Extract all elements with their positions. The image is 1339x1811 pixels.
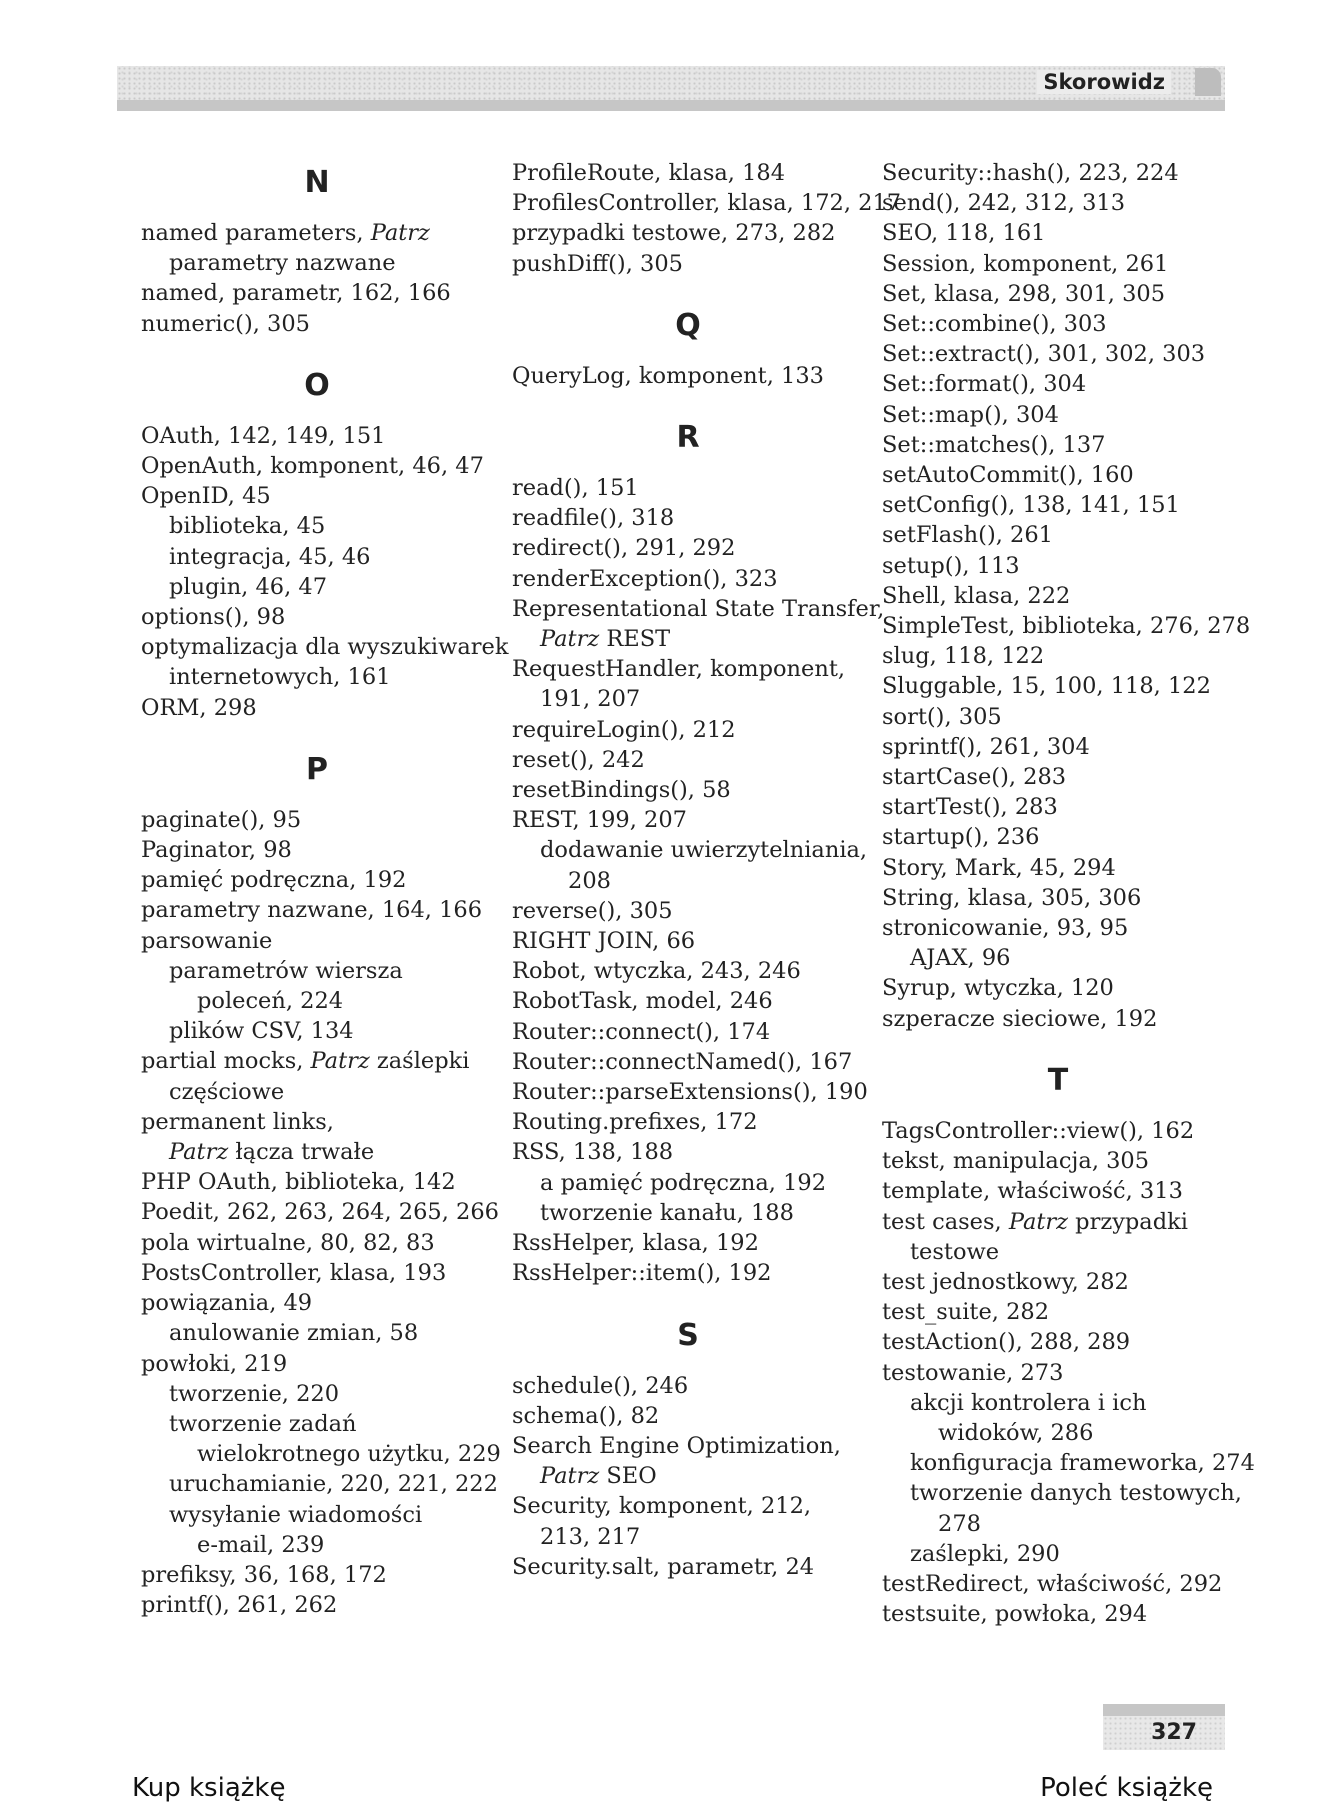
entry-text: readfile(), 318 [512, 505, 675, 532]
entry-text: zaślepki, 290 [910, 1540, 1060, 1567]
index-entry [141, 835, 493, 865]
entry-text: OAuth, 142, 149, 151 [141, 422, 386, 449]
entry-text: String, klasa, 305, 306 [882, 884, 1142, 911]
index-entry [512, 926, 864, 956]
entry-text: test_suite, 282 [882, 1299, 1050, 1326]
buy-book-link[interactable]: Kup książkę [132, 1773, 286, 1803]
index-entry [512, 1371, 864, 1401]
index-entry [141, 218, 493, 248]
entry-text: sprintf(), 261, 304 [882, 733, 1090, 760]
entry-text: prefiksy, 36, 168, 172 [141, 1561, 387, 1588]
see-target: przypadki [1068, 1208, 1188, 1235]
see-target: łącza trwałe [228, 1139, 375, 1166]
index-letter-heading: R [676, 420, 700, 456]
entry-text: Set::combine(), 303 [882, 311, 1107, 338]
index-entry [882, 460, 1234, 490]
index-entry [512, 1552, 864, 1582]
entry-text: e-mail, 239 [197, 1531, 325, 1558]
index-entry [512, 188, 902, 218]
entry-text: Search Engine Optimization, [512, 1432, 841, 1459]
index-subentry [882, 1418, 1234, 1448]
entry-text: powiązania, 49 [141, 1290, 313, 1317]
entry-text: a pamięć podręczna, 192 [540, 1169, 827, 1196]
index-entry [141, 602, 493, 632]
index-entry [141, 895, 493, 925]
index-entry [512, 1491, 864, 1521]
index-entry [882, 1358, 1234, 1388]
index-subentry [141, 542, 493, 572]
entry-text: tworzenie danych testowych, [910, 1480, 1242, 1507]
index-entry [512, 1401, 864, 1431]
entry-text: named, parametr, 162, 166 [141, 280, 451, 307]
index-entry [882, 400, 1234, 430]
entry-text: named parameters, [141, 220, 371, 246]
entry-text: wielokrotnego użytku, 229 [197, 1441, 501, 1468]
entry-text: optymalizacja dla wyszukiwarek [141, 634, 509, 661]
entry-text: sort(), 305 [882, 703, 1002, 730]
index-entry [141, 1197, 499, 1227]
index-entry [882, 581, 1234, 611]
index-subentry [141, 1016, 493, 1046]
see-reference: Patrz [540, 626, 600, 653]
index-entry [141, 865, 493, 895]
running-header [117, 66, 1225, 100]
entry-text: RssHelper, klasa, 192 [512, 1230, 759, 1257]
index-entry [512, 1137, 864, 1167]
index-entry [882, 430, 1234, 460]
entry-text: OpenID, 45 [141, 483, 271, 510]
entry-text: template, właściwość, 313 [882, 1178, 1183, 1205]
entry-text: Security.salt, parametr, 24 [512, 1553, 815, 1580]
entry-text: stronicowanie, 93, 95 [882, 915, 1129, 942]
index-subentry [512, 624, 864, 654]
entry-text: ORM, 298 [141, 694, 257, 721]
entry-text: Shell, klasa, 222 [882, 582, 1071, 609]
entry-text: Security, komponent, 212, [512, 1493, 812, 1520]
index-entry [512, 956, 864, 986]
index-entry [882, 883, 1234, 913]
entry-text: setConfig(), 138, 141, 151 [882, 492, 1180, 519]
index-subentry [512, 1198, 864, 1228]
index-subentry [141, 1530, 493, 1560]
index-subentry [141, 1439, 501, 1469]
entry-text: printf(), 261, 262 [141, 1592, 338, 1619]
see-reference: Patrz [169, 1139, 229, 1166]
entry-text: poleceń, 224 [197, 988, 344, 1015]
entry-text: Session, komponent, 261 [882, 250, 1169, 277]
index-entry [512, 594, 885, 624]
entry-text: parsowanie [141, 927, 273, 954]
index-entry [882, 551, 1234, 581]
index-entry [882, 822, 1234, 852]
entry-text: permanent links, [141, 1108, 334, 1135]
index-entry [512, 249, 864, 279]
index-entry [512, 1258, 864, 1288]
index-entry [512, 158, 864, 188]
index-entry [512, 1077, 868, 1107]
see-reference: Patrz [310, 1048, 370, 1075]
entry-text: send(), 242, 312, 313 [882, 190, 1126, 217]
index-entry [512, 361, 864, 391]
entry-text: test cases, [882, 1208, 1009, 1235]
index-entry [882, 671, 1234, 701]
index-entry [882, 641, 1234, 671]
index-entry [882, 249, 1234, 279]
entry-text: internetowych, 161 [169, 664, 391, 691]
index-entry [141, 309, 493, 339]
entry-text: Set::matches(), 137 [882, 431, 1106, 458]
index-letter-heading: O [304, 367, 330, 403]
entry-text: widoków, 286 [938, 1419, 1094, 1446]
index-entry [882, 1146, 1234, 1176]
page-number-box [1103, 1704, 1225, 1750]
index-entry [882, 1176, 1234, 1206]
entry-text: tworzenie, 220 [169, 1380, 340, 1407]
index-subentry [141, 956, 493, 986]
index-entry [512, 1047, 864, 1077]
entry-text: integracja, 45, 46 [169, 543, 371, 570]
index-subentry [512, 1168, 864, 1198]
entry-text: plugin, 46, 47 [169, 573, 328, 600]
index-subentry [882, 1448, 1255, 1478]
index-entry [882, 520, 1234, 550]
index-subentry [141, 248, 493, 278]
index-entry [141, 1228, 493, 1258]
index-subentry [141, 1469, 498, 1499]
entry-text: Router::connect(), 174 [512, 1018, 771, 1045]
entry-text: ProfileRoute, klasa, 184 [512, 160, 786, 186]
index-subentry [882, 1509, 1234, 1539]
index-entry [512, 654, 864, 684]
index-entry [141, 1590, 493, 1620]
index-entry [882, 611, 1251, 641]
header-tab-marker [1195, 68, 1221, 96]
entry-text: Paginator, 98 [141, 837, 292, 864]
entry-text: anulowanie zmian, 58 [169, 1320, 419, 1347]
entry-text: Poedit, 262, 263, 264, 265, 266 [141, 1199, 499, 1226]
index-entry [512, 1228, 864, 1258]
entry-text: 278 [938, 1510, 981, 1537]
entry-text: paginate(), 95 [141, 806, 302, 833]
index-entry [141, 1107, 493, 1137]
index-entry [882, 1004, 1234, 1034]
index-entry [882, 1297, 1234, 1327]
entry-text: testsuite, powłoka, 294 [882, 1601, 1148, 1628]
index-entry [882, 732, 1234, 762]
index-entry [141, 1349, 493, 1379]
entry-text: parametrów wiersza [169, 957, 403, 984]
index-entry [882, 369, 1234, 399]
entry-text: Routing.prefixes, 172 [512, 1109, 758, 1136]
index-subentry [512, 1522, 864, 1552]
entry-text: TagsController::view(), 162 [882, 1117, 1195, 1144]
entry-text: setup(), 113 [882, 552, 1020, 579]
entry-text: wysyłanie wiadomości [169, 1501, 423, 1528]
index-letter-heading: P [306, 751, 328, 787]
index-entry [512, 745, 864, 775]
entry-text: numeric(), 305 [141, 310, 310, 337]
index-subentry [141, 1077, 493, 1107]
index-letter-heading: Q [675, 307, 701, 343]
index-letter-heading: T [1047, 1062, 1069, 1098]
see-reference: Patrz [1008, 1208, 1069, 1235]
index-entry [882, 1207, 1234, 1237]
entry-text: 191, 207 [540, 686, 641, 713]
entry-text: renderException(), 323 [512, 565, 778, 592]
index-subentry [141, 511, 493, 541]
index-entry [882, 853, 1234, 883]
entry-text: testAction(), 288, 289 [882, 1329, 1131, 1356]
index-entry [882, 490, 1234, 520]
entry-text: testowanie, 273 [882, 1359, 1064, 1386]
index-entry [141, 451, 493, 481]
index-column-1 [141, 158, 509, 1620]
entry-text: Representational State Transfer, [512, 595, 885, 622]
index-subentry [141, 1500, 493, 1530]
see-reference: Patrz [370, 220, 430, 246]
see-target: SEO [599, 1463, 657, 1490]
entry-text: schema(), 82 [512, 1402, 660, 1429]
page-number: 327 [1103, 1716, 1225, 1750]
entry-text: PHP OAuth, biblioteka, 142 [141, 1169, 456, 1196]
index-subentry [141, 1137, 493, 1167]
entry-text: Story, Mark, 45, 294 [882, 854, 1116, 881]
entry-text: reset(), 242 [512, 746, 645, 773]
entry-text: RequestHandler, komponent, [512, 656, 846, 683]
index-subentry [512, 684, 864, 714]
index-column-3 [882, 158, 1255, 1629]
entry-text: slug, 118, 122 [882, 643, 1045, 670]
index-entry [512, 473, 864, 503]
entry-text: plików CSV, 134 [169, 1018, 354, 1045]
entry-text: tworzenie kanału, 188 [540, 1199, 794, 1226]
index-entry [141, 278, 493, 308]
index-subentry [141, 572, 493, 602]
index-entry [141, 1046, 493, 1076]
index-entry [512, 805, 864, 835]
index-entry [882, 792, 1234, 822]
entry-text: Router::parseExtensions(), 190 [512, 1079, 868, 1106]
entry-text: biblioteka, 45 [169, 513, 326, 540]
index-entry [512, 503, 864, 533]
entry-text: test jednostkowy, 282 [882, 1268, 1129, 1295]
entry-text: 213, 217 [540, 1523, 641, 1550]
index-entry [882, 158, 1234, 188]
header-title: Skorowidz [1037, 70, 1171, 94]
entry-text: testRedirect, właściwość, 292 [882, 1570, 1223, 1597]
index-entry [882, 1327, 1234, 1357]
index-entry [512, 218, 864, 248]
entry-text: setFlash(), 261 [882, 522, 1053, 549]
index-entry [141, 481, 493, 511]
entry-text: resetBindings(), 58 [512, 777, 731, 804]
index-column-2 [512, 158, 902, 1582]
index-subentry [882, 1237, 1234, 1267]
entry-text: powłoki, 219 [141, 1350, 288, 1377]
entry-text: read(), 151 [512, 475, 639, 502]
index-entry [882, 1116, 1234, 1146]
entry-text: parametry nazwane, 164, 166 [141, 897, 483, 924]
index-entry [882, 188, 1234, 218]
entry-text: szperacze sieciowe, 192 [882, 1005, 1158, 1032]
entry-text: parametry nazwane [169, 250, 396, 277]
index-entry [512, 715, 864, 745]
entry-text: OpenAuth, komponent, 46, 47 [141, 453, 484, 480]
entry-text: RssHelper::item(), 192 [512, 1260, 772, 1287]
index-entry [882, 1599, 1234, 1629]
index-entry [512, 1017, 864, 1047]
entry-text: akcji kontrolera i ich [910, 1389, 1147, 1416]
index-letter-heading: S [677, 1317, 699, 1353]
entry-text: przypadki testowe, 273, 282 [512, 220, 836, 247]
entry-text: 208 [568, 867, 611, 894]
index-subentry [512, 835, 868, 865]
index-entry [512, 564, 864, 594]
entry-text: schedule(), 246 [512, 1372, 689, 1399]
index-entry [512, 775, 864, 805]
entry-text: startTest(), 283 [882, 794, 1058, 821]
index-entry [882, 1267, 1234, 1297]
index-subentry [882, 1478, 1242, 1508]
index-entry [882, 973, 1234, 1003]
index-entry [882, 339, 1234, 369]
index-entry [512, 533, 864, 563]
see-reference: Patrz [540, 1463, 600, 1490]
index-entry [512, 1431, 864, 1461]
index-entry [882, 762, 1234, 792]
entry-text: requireLogin(), 212 [512, 716, 736, 743]
index-subentry [141, 986, 493, 1016]
entry-text: Set::extract(), 301, 302, 303 [882, 341, 1206, 368]
entry-text: uruchamianie, 220, 221, 222 [169, 1471, 498, 1498]
entry-text: częściowe [169, 1078, 285, 1105]
index-entry [141, 632, 509, 662]
entry-text: AJAX, 96 [910, 945, 1011, 972]
index-entry [141, 1288, 493, 1318]
see-target: zaślepki [369, 1048, 470, 1075]
index-entry [141, 693, 493, 723]
entry-text: startCase(), 283 [882, 764, 1067, 791]
entry-text: SEO, 118, 161 [882, 220, 1046, 247]
entry-text: Set, klasa, 298, 301, 305 [882, 280, 1166, 307]
entry-text: pamięć podręczna, 192 [141, 867, 407, 894]
entry-text: Set::map(), 304 [882, 401, 1059, 428]
index-subentry [882, 943, 1234, 973]
entry-text: partial mocks, [141, 1048, 311, 1075]
entry-text: Robot, wtyczka, 243, 246 [512, 958, 801, 985]
index-entry [882, 218, 1234, 248]
entry-text: options(), 98 [141, 604, 286, 631]
entry-text: testowe [910, 1238, 1000, 1265]
index-subentry [141, 1379, 493, 1409]
index-entry [141, 421, 493, 451]
entry-text: RSS, 138, 188 [512, 1139, 674, 1166]
index-entry [512, 1107, 864, 1137]
entry-text: dodawanie uwierzytelniania, [540, 837, 868, 864]
index-entry [882, 1569, 1234, 1599]
see-target: REST [599, 626, 671, 653]
index-subentry [141, 1318, 493, 1348]
entry-text: redirect(), 291, 292 [512, 535, 736, 562]
entry-text: pushDiff(), 305 [512, 250, 683, 277]
index-subentry [141, 662, 493, 692]
entry-text: Security::hash(), 223, 224 [882, 160, 1179, 186]
entry-text: RIGHT JOIN, 66 [512, 928, 696, 955]
entry-text: SimpleTest, biblioteka, 276, 278 [882, 613, 1251, 640]
index-entry [141, 805, 493, 835]
index-subentry [512, 866, 864, 896]
index-subentry [512, 1461, 864, 1491]
entry-text: setAutoCommit(), 160 [882, 462, 1134, 489]
index-entry [141, 926, 493, 956]
entry-text: RobotTask, model, 246 [512, 988, 773, 1015]
page-number-rule [1103, 1704, 1225, 1716]
entry-text: tekst, manipulacja, 305 [882, 1148, 1150, 1175]
index-entry [141, 1560, 493, 1590]
entry-text: Set::format(), 304 [882, 371, 1087, 398]
index-subentry [882, 1388, 1234, 1418]
entry-text: startup(), 236 [882, 824, 1040, 851]
entry-text: Syrup, wtyczka, 120 [882, 975, 1114, 1002]
entry-text: REST, 199, 207 [512, 807, 687, 834]
index-entry [512, 896, 864, 926]
index-entry [141, 1167, 493, 1197]
index-letter-heading: N [304, 165, 330, 200]
entry-text: pola wirtualne, 80, 82, 83 [141, 1229, 435, 1256]
header-rule [117, 100, 1225, 111]
entry-text: QueryLog, komponent, 133 [512, 362, 824, 389]
index-subentry [141, 1409, 493, 1439]
entry-text: konfiguracja frameworka, 274 [910, 1450, 1255, 1477]
entry-text: reverse(), 305 [512, 897, 673, 924]
index-entry [882, 309, 1234, 339]
index-entry [882, 913, 1234, 943]
entry-text: PostsController, klasa, 193 [141, 1259, 447, 1286]
recommend-book-link[interactable]: Poleć książkę [1040, 1773, 1213, 1803]
index-subentry [882, 1539, 1234, 1569]
index-entry [882, 279, 1234, 309]
entry-text: tworzenie zadań [169, 1410, 357, 1437]
entry-text: Sluggable, 15, 100, 118, 122 [882, 673, 1211, 700]
entry-text: ProfilesController, klasa, 172, 217 [512, 190, 902, 217]
index-entry [141, 1258, 493, 1288]
index-entry [882, 702, 1234, 732]
index-entry [512, 986, 864, 1016]
entry-text: Router::connectNamed(), 167 [512, 1048, 853, 1075]
